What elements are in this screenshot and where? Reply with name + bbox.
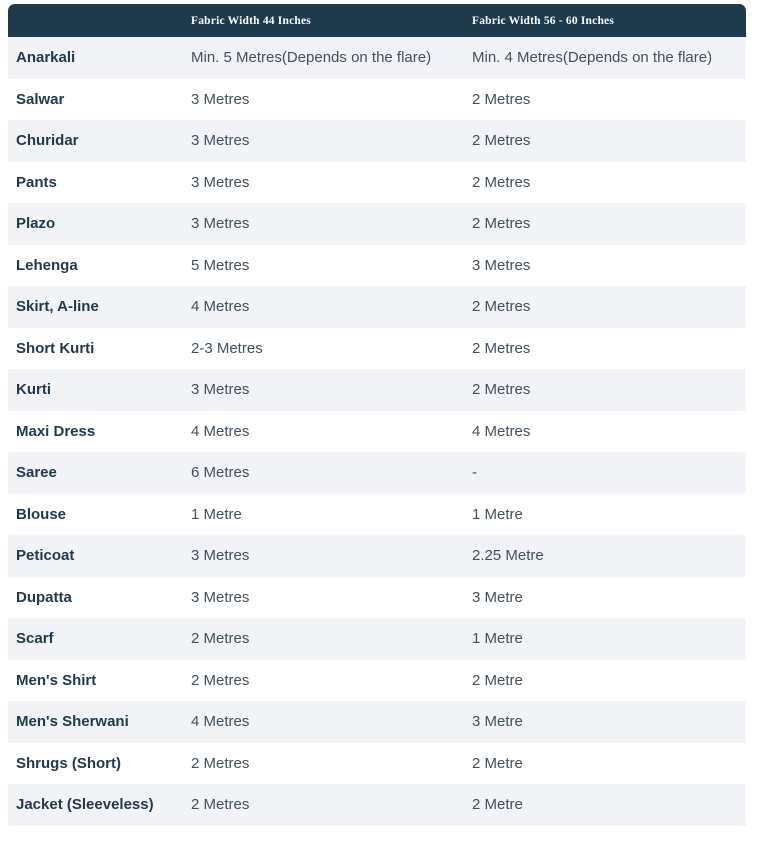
garment-name-cell: Jacket (Sleeveless): [8, 784, 183, 826]
fabric-requirement-table-container: [8, 4, 746, 826]
width-56-60-value-cell: 2 Metre: [464, 784, 746, 826]
table-row: [8, 618, 746, 660]
width-44-value-cell: 6 Metres: [183, 452, 464, 494]
garment-name-cell: Plazo: [8, 203, 183, 245]
garment-name-cell: Lehenga: [16, 256, 78, 274]
width-56-60-value-cell: 3 Metre: [464, 701, 746, 743]
garment-name-cell: Saree: [8, 452, 183, 494]
garment-name-cell: Pants: [16, 173, 57, 191]
width-56-60-value-cell: 2 Metres: [472, 90, 531, 108]
garment-name-cell: Shrugs (Short): [16, 754, 121, 772]
width-56-60-value-cell: 2 Metres: [464, 120, 746, 162]
table-row: [8, 245, 746, 287]
width-56-60-value-cell: 1 Metre: [472, 505, 523, 523]
width-44-value-cell: 2 Metres: [183, 784, 464, 826]
table-row: [8, 577, 746, 619]
garment-name-cell: Maxi Dress: [16, 422, 96, 440]
width-44-value-cell: 3 Metres: [191, 588, 250, 606]
table-row: [8, 784, 746, 826]
table-row: [8, 660, 746, 702]
garment-name-cell: Scarf: [8, 618, 183, 660]
table-row: [8, 411, 746, 453]
table-row: [8, 286, 746, 328]
table-row: [8, 701, 746, 743]
table-row: [8, 37, 746, 79]
width-44-value-cell: 4 Metres: [183, 286, 464, 328]
table-row: [8, 369, 746, 411]
width-44-value-cell: Min. 5 Metres(Depends on the flare): [183, 37, 464, 79]
width-44-value-cell: 3 Metres: [191, 90, 250, 108]
width-56-60-value-cell: 2 Metre: [472, 754, 523, 772]
width-44-value-cell: 4 Metres: [183, 701, 464, 743]
width-56-60-value-cell: Min. 4 Metres(Depends on the flare): [464, 37, 746, 79]
width-44-value-cell: 2 Metres: [191, 671, 250, 689]
fabric-requirement-table: [8, 4, 746, 826]
table-row: [8, 494, 746, 536]
garment-name-cell: Salwar: [16, 90, 65, 108]
table-row: [8, 162, 746, 204]
garment-name-cell: Skirt, A-line: [8, 286, 183, 328]
garment-name-cell: Short Kurti: [16, 339, 95, 357]
width-44-value-cell: 3 Metres: [183, 120, 464, 162]
width-56-60-value-cell: 2 Metres: [464, 286, 746, 328]
width-56-60-value-cell: 2 Metres: [464, 203, 746, 245]
garment-name-cell: Blouse: [16, 505, 67, 523]
width-44-value-cell: 2 Metres: [191, 754, 250, 772]
width-56-60-value-cell: 2.25 Metre: [464, 535, 746, 577]
garment-name-cell: Anarkali: [8, 37, 183, 79]
width-56-60-value-cell: 3 Metres: [472, 256, 531, 274]
width-44-value-cell: 2-3 Metres: [191, 339, 263, 357]
header-garment-column: [8, 4, 183, 37]
width-56-60-value-cell: 2 Metre: [472, 671, 523, 689]
table-row: [8, 743, 746, 785]
width-56-60-value-cell: 4 Metres: [472, 422, 531, 440]
garment-name-cell: Men's Sherwani: [8, 701, 183, 743]
header-width-56-60-column: Fabric Width 56 - 60 Inches: [464, 4, 746, 37]
width-56-60-value-cell: 2 Metres: [464, 369, 746, 411]
width-44-value-cell: 3 Metres: [183, 535, 464, 577]
width-56-60-value-cell: 2 Metres: [472, 173, 531, 191]
table-row: [8, 79, 746, 121]
width-44-value-cell: 5 Metres: [191, 256, 250, 274]
garment-name-cell: Men's Shirt: [16, 671, 97, 689]
width-56-60-value-cell: 1 Metre: [464, 618, 746, 660]
width-44-value-cell: 3 Metres: [183, 203, 464, 245]
table-row: [8, 120, 746, 162]
width-44-value-cell: 3 Metres: [191, 173, 250, 191]
table-row: [8, 452, 746, 494]
header-row: [8, 4, 746, 37]
width-56-60-value-cell: -: [464, 452, 746, 494]
width-44-value-cell: 2 Metres: [183, 618, 464, 660]
width-56-60-value-cell: 2 Metres: [472, 339, 531, 357]
table-header: [8, 4, 746, 37]
width-44-value-cell: 3 Metres: [183, 369, 464, 411]
table-body: [8, 37, 746, 826]
garment-name-cell: Kurti: [8, 369, 183, 411]
garment-name-cell: Churidar: [8, 120, 183, 162]
width-44-value-cell: 1 Metre: [191, 505, 242, 523]
header-width-44-column: Fabric Width 44 Inches: [183, 4, 464, 37]
width-44-value-cell: 4 Metres: [191, 422, 250, 440]
width-56-60-value-cell: 3 Metre: [472, 588, 523, 606]
table-row: [8, 328, 746, 370]
table-row: [8, 535, 746, 577]
garment-name-cell: Peticoat: [8, 535, 183, 577]
table-row: [8, 203, 746, 245]
garment-name-cell: Dupatta: [16, 588, 72, 606]
